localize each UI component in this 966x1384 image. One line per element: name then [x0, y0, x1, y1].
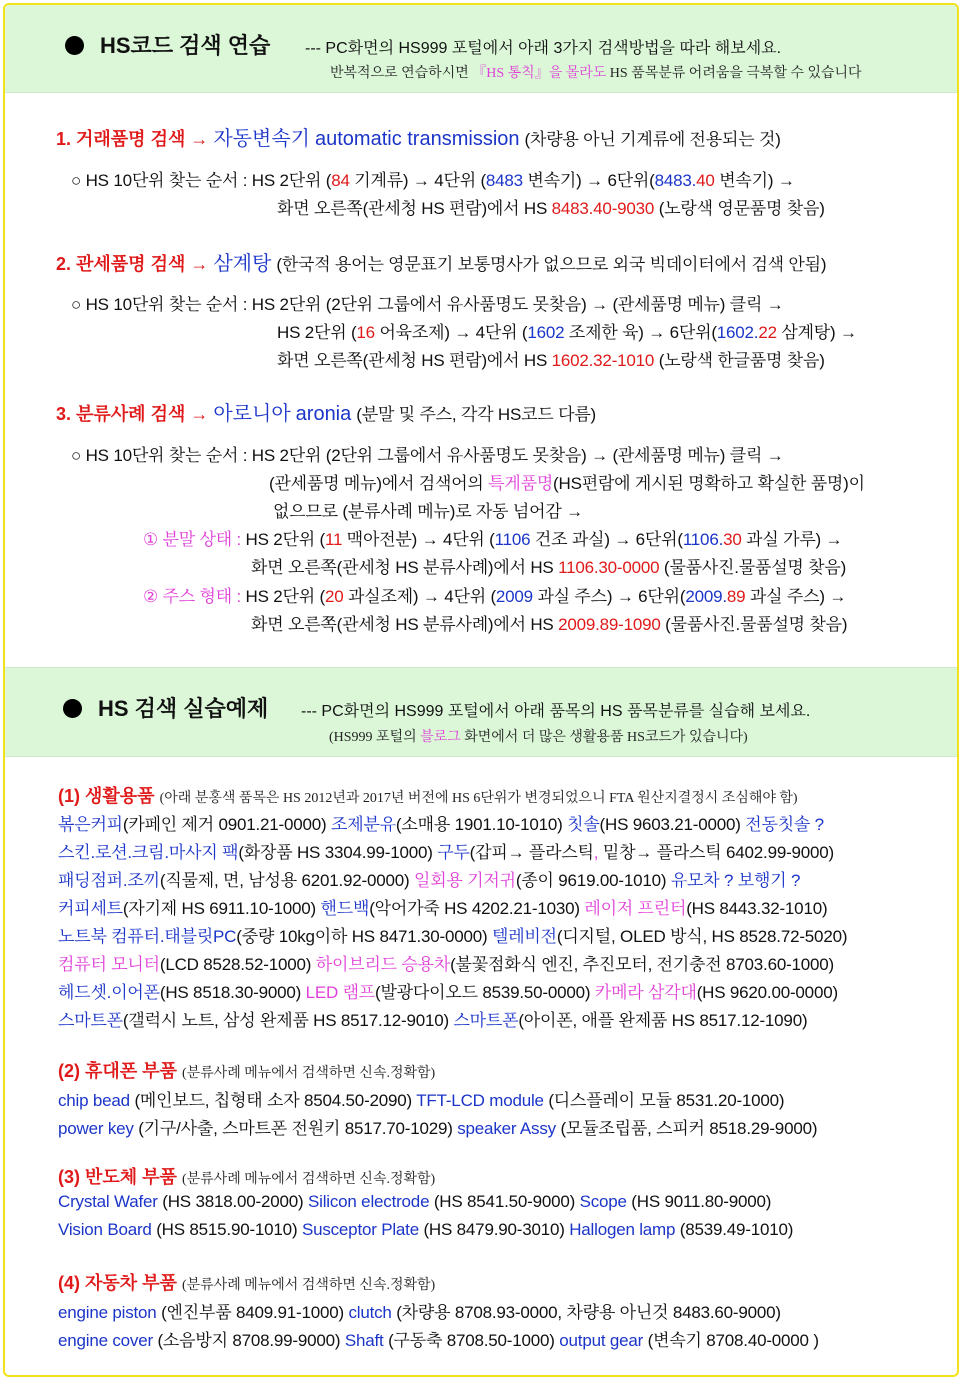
- item-detail: (디스플레이 모듈 8531.20-1000): [543, 1091, 785, 1110]
- item-detail: (구동축 8708.50-1000): [383, 1331, 560, 1350]
- list-item: [58, 922, 847, 947]
- item-name: Scope: [579, 1192, 627, 1211]
- item-name: Crystal Wafer: [58, 1192, 158, 1211]
- search-method-2-step-line-2: HS 2단위 (16 어육조제) → 4단위 (1602 조제한 육) → 6단위(1602.22 삼계탕) →: [277, 323, 857, 342]
- item-detail: (발광다이오드 8539.50-0000): [375, 983, 595, 1002]
- powder-form-line: ① 분말 상태 : HS 2단위 (11 맥아전분) → 4단위 (1106 건조 과실) → 6단위(1106.30 과실 가루) →: [143, 530, 843, 549]
- item-detail: (HS 8518.30-9000): [159, 983, 306, 1002]
- section-note: 반복적으로 연습하시면 『HS 통칙』을 몰라도 HS 품목분류 어려움을 극복할 수 있습니다: [330, 66, 862, 81]
- item-detail: (디지털, OLED 방식, HS 8528.72-5020): [556, 927, 848, 946]
- search-method-3-step-line: ○ HS 10단위 찾는 순서 : HS 2단위 (2단위 그룹에서 유사품명도 못찾음) → (관세품명 메뉴) 클릭 →: [71, 446, 784, 465]
- item-name: Vision Board: [58, 1220, 152, 1239]
- item-name: 스킨.로션.크림.마사지 팩: [58, 843, 239, 862]
- list-item: [58, 1006, 807, 1031]
- item-name: TFT-LCD module: [416, 1091, 544, 1110]
- item-detail: (직물제, 면, 남성용 6201.92-0000): [159, 871, 415, 890]
- item-name: chip bead: [58, 1091, 130, 1110]
- item-detail: (갑피→ 플라스틱: [469, 843, 594, 862]
- list-item: [58, 838, 834, 863]
- item-name: 패딩점퍼.조끼: [58, 871, 160, 890]
- item-name: engine piston: [58, 1303, 157, 1322]
- list-item: [58, 1192, 771, 1212]
- search-method-3-step-line-2: (관세품명 메뉴)에서 검색어의 특게품명(HS편람에 게시된 명확하고 확실한 품명)이: [269, 474, 865, 493]
- item-detail: (메인보드, 칩형태 소자 8504.50-2090): [129, 1091, 417, 1110]
- item-detail: (아이폰, 애플 완제품 HS 8517.12-1090): [518, 1011, 808, 1030]
- item-detail: (소매용 1901.10-1010): [395, 815, 568, 834]
- juice-form-line: ② 주스 형태 : HS 2단위 (20 과실조제) → 4단위 (2009 과실 주스) → 6단위(2009.89 과실 주스) →: [143, 587, 847, 606]
- practice-header-band: [5, 5, 957, 93]
- item-detail: (8539.49-1010): [675, 1220, 794, 1239]
- item-name: 스마트폰: [58, 1011, 123, 1030]
- section-title-2: HS 검색 실습예제: [63, 692, 268, 723]
- bullet-icon: [63, 699, 82, 718]
- item-detail: (갤럭시 노트, 삼성 완제품 HS 8517.12-9010): [122, 1011, 454, 1030]
- item-name: engine cover: [58, 1331, 153, 1350]
- search-method-1-result-line: 화면 오른쪽(관세청 HS 편람)에서 HS 8483.40-9030 (노랑색 영문품명 찾음): [277, 199, 825, 218]
- powder-form-result: 화면 오른쪽(관세청 HS 분류사례)에서 HS 1106.30-0000 (물품사진.물품설명 찾음): [251, 558, 847, 577]
- item-detail: (엔진부품 8409.91-1000): [156, 1303, 349, 1322]
- daily-goods-heading: (1) 생활용품 (아래 분홍색 품목은 HS 2012년과 2017년 버전에 HS 6단위가 변경되었으니 FTA 원산지결정시 조심해야 함): [58, 786, 798, 806]
- item-name: 컴퓨터 모니터: [58, 955, 160, 974]
- list-item: [58, 950, 834, 975]
- item-name: Hallogen lamp: [569, 1220, 676, 1239]
- item-detail: (HS 9603.21-0000): [599, 815, 746, 834]
- section-title: HS코드 검색 연습: [65, 29, 270, 60]
- item-detail: (HS 8515.90-1010): [151, 1220, 302, 1239]
- item-detail: (모듈조립품, 스피커 8518.29-9000): [555, 1119, 818, 1138]
- list-item: [58, 810, 824, 835]
- item-name: 커피세트: [58, 899, 123, 918]
- item-name: 조제분유: [331, 815, 396, 834]
- item-name: 텔레비전: [491, 927, 557, 946]
- item-name: Susceptor Plate: [301, 1220, 419, 1239]
- item-name: 헤드셋.이어폰: [58, 983, 160, 1002]
- list-item: [58, 978, 838, 1003]
- item-name: LED 램프: [305, 983, 376, 1002]
- item-name: ,: [593, 843, 599, 862]
- item-name: 볶은커피: [58, 815, 123, 834]
- item-detail: (변속기 8708.40-0000 ): [643, 1331, 819, 1350]
- item-name: 구두: [437, 843, 470, 862]
- item-detail: (HS 9011.80-9000): [626, 1192, 772, 1211]
- item-name: 노트북 컴퓨터.태블릿PC: [58, 927, 237, 946]
- section-note-2: (HS999 포털의 블로그 화면에서 더 많은 생활용품 HS코드가 있습니다): [329, 730, 748, 745]
- item-detail: (HS 3818.00-2000): [157, 1192, 308, 1211]
- item-name: clutch: [348, 1303, 392, 1322]
- item-name: 스마트폰: [453, 1011, 519, 1030]
- item-name: 전동칫솔 ?: [745, 815, 824, 834]
- list-item: [58, 866, 800, 891]
- semiconductor-parts-heading: (3) 반도체 부품 (분류사례 메뉴에서 검색하면 신속.정확함): [58, 1167, 436, 1187]
- list-item: [58, 1086, 784, 1111]
- item-name: 핸드백: [320, 899, 370, 918]
- item-detail: (악어가죽 HS 4202.21-1030): [369, 899, 585, 918]
- item-detail: (차량용 8708.93-0000, 차량용 아닌것 8483.60-9000): [391, 1303, 781, 1322]
- item-name: 유모차 ? 보행기 ?: [670, 871, 801, 890]
- search-method-3-title: 3. 분류사례 검색 → 아로니아 aronia (분말 및 주스, 각각 HS코드 다름): [56, 403, 596, 425]
- list-item: [58, 1220, 793, 1240]
- phone-parts-heading: (2) 휴대폰 부품 (분류사례 메뉴에서 검색하면 신속.정확함): [58, 1061, 436, 1081]
- page-frame: [3, 3, 959, 1377]
- search-method-2-title: 2. 관세품명 검색 → 삼계탕 (한국적 용어는 영문표기 보통명사가 없으므로 외국 빅데이터에서 검색 안됨): [56, 253, 827, 275]
- item-detail: (HS 8541.50-9000): [429, 1192, 580, 1211]
- search-method-3-step-line-3: 없으므로 (분류사례 메뉴)로 자동 넘어감 →: [273, 502, 583, 521]
- item-name: 칫솔: [567, 815, 600, 834]
- search-method-2-step-line: ○ HS 10단위 찾는 순서 : HS 2단위 (2단위 그룹에서 유사품명도 못찾음) → (관세품명 메뉴) 클릭 →: [71, 295, 784, 314]
- list-item: [58, 1298, 781, 1323]
- list-item: [58, 1114, 817, 1139]
- exercise-header-band: [5, 667, 957, 757]
- juice-form-result: 화면 오른쪽(관세청 HS 분류사례)에서 HS 2009.89-1090 (물품사진.물품설명 찾음): [251, 615, 848, 634]
- item-detail: (HS 9620.00-0000): [696, 983, 838, 1002]
- item-detail: (카페인 제거 0901.21-0000): [122, 815, 332, 834]
- item-name: 하이브리드 승용차: [315, 955, 451, 974]
- search-method-1-step-line: ○ HS 10단위 찾는 순서 : HS 2단위 (84 기계류) → 4단위 (8483 변속기) → 6단위(8483.40 변속기) →: [71, 171, 795, 190]
- item-name: 카메라 삼각대: [594, 983, 697, 1002]
- item-name: Shaft: [344, 1331, 384, 1350]
- item-detail: (HS 8443.32-1010): [686, 899, 828, 918]
- list-item: [58, 1326, 819, 1351]
- item-name: speaker Assy: [457, 1119, 556, 1138]
- search-method-1-title: 1. 거래품명 검색 → 자동변속기 automatic transmission (차량용 아닌 기계류에 전용되는 것): [56, 128, 781, 150]
- item-detail: (자기제 HS 6911.10-1000): [122, 899, 321, 918]
- item-detail: (불꽃점화식 엔진, 추진모터, 전기충전 8703.60-1000): [450, 955, 835, 974]
- bullet-icon: [65, 36, 84, 55]
- item-detail: (LCD 8528.52-1000): [159, 955, 316, 974]
- item-name: power key: [58, 1119, 134, 1138]
- section-subtitle-2: --- PC화면의 HS999 포털에서 아래 품목의 HS 품목분류를 실습해 보세요.: [301, 703, 811, 720]
- item-name: Silicon electrode: [307, 1192, 430, 1211]
- auto-parts-heading: (4) 자동차 부품 (분류사례 메뉴에서 검색하면 신속.정확함): [58, 1273, 436, 1293]
- item-name: 일회용 기저귀: [414, 871, 516, 890]
- item-name: 레이저 프린터: [584, 899, 687, 918]
- item-detail: (소음방지 8708.99-9000): [152, 1331, 345, 1350]
- item-detail: (중량 10kg이하 HS 8471.30-0000): [236, 927, 492, 946]
- list-item: [58, 894, 827, 919]
- section-subtitle: --- PC화면의 HS999 포털에서 아래 3가지 검색방법을 따라 해보세요.: [305, 40, 782, 57]
- item-name: output gear: [559, 1331, 644, 1350]
- item-detail: 밑창→ 플라스틱 6402.99-9000): [598, 843, 835, 862]
- item-detail: (종이 9619.00-1010): [515, 871, 671, 890]
- item-detail: (기구/사출, 스마트폰 전원키 8517.70-1029): [133, 1119, 458, 1138]
- search-method-2-result-line: 화면 오른쪽(관세청 HS 편람)에서 HS 1602.32-1010 (노랑색 한글품명 찾음): [277, 351, 825, 370]
- item-detail: (화장품 HS 3304.99-1000): [238, 843, 438, 862]
- item-detail: (HS 8479.90-3010): [418, 1220, 570, 1239]
